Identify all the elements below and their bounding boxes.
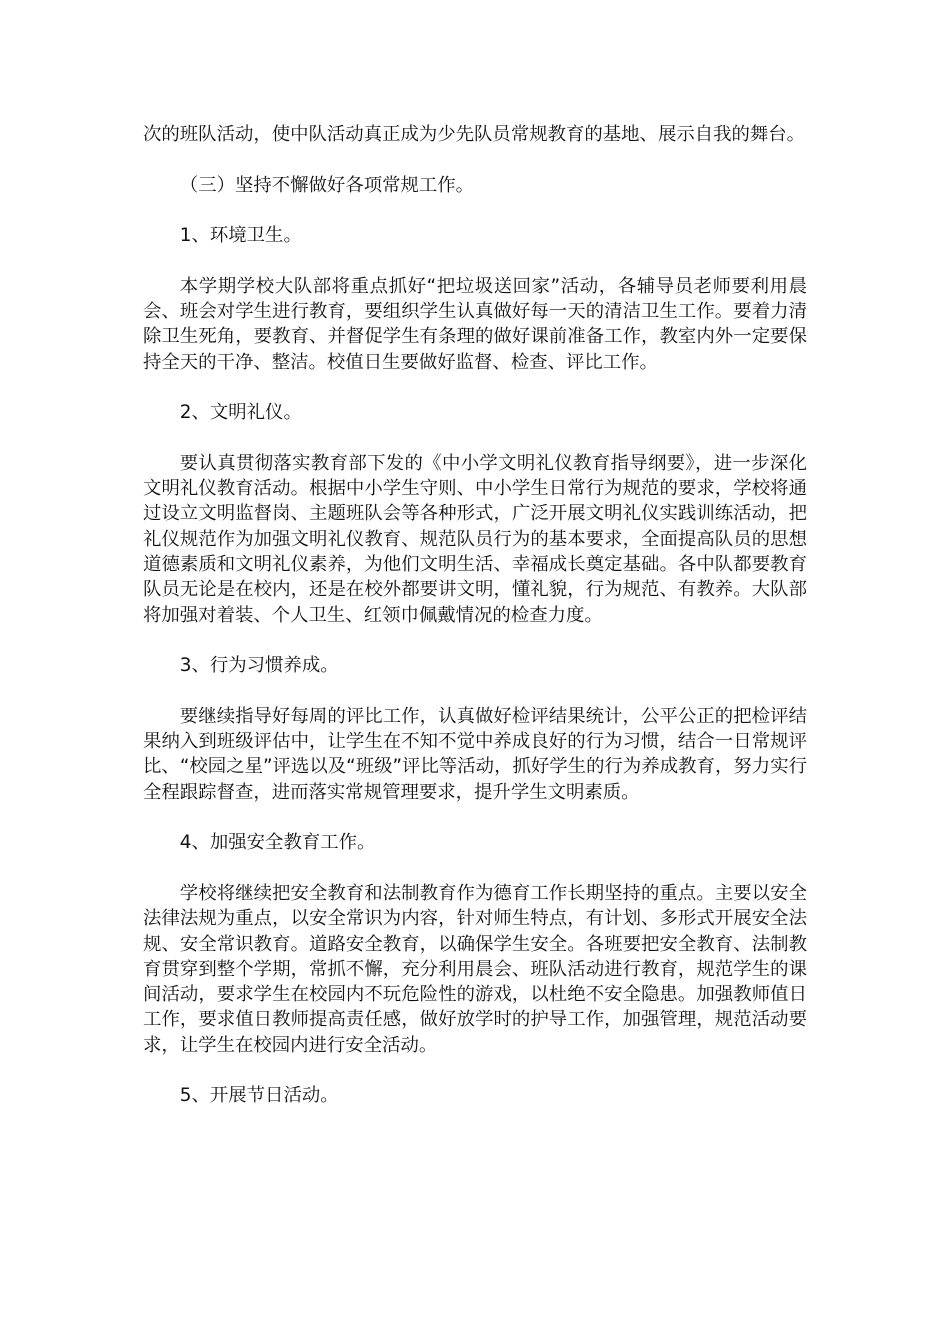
item-heading-environment: 1、环境卫生。 [179, 225, 302, 247]
item-heading-holidays: 5、开展节日活动。 [179, 1085, 339, 1107]
item-body-environment: 本学期学校大队部将重点抓好“把垃圾送回家”活动，各辅导员老师要利用晨会、班会对学生进行教育，要组织学生认真做好每一天的清洁卫生工作。要着力清除卫生死角，要教育、并督促学生有条理的做好课前准备工作，教室内外一定要保持全天的干净、整洁。校值日生要做好监督、检查、评比工作。 [143, 275, 807, 373]
item-body-safety: 学校将继续把安全教育和法制教育作为德育工作长期坚持的重点。主要以安全法律法规为重点，以安全常识为内容，针对师生特点，有计划、多形式开展安全法规、安全常识教育。道路安全教育，以确保学生安全。各班要把安全教育、法制教育贯穿到整个学期，常抓不懈，充分利用晨会、班队活动进行教育，规范学生的课间活动，要求学生在校园内不玩危险性的游戏，以杜绝不安全隐患。加强教师值日工作，要求值日教师提高责任感，做好放学时的护导工作，加强管理，规范活动要求，让学生在校园内进行安全活动。 [143, 882, 807, 1056]
continuation-paragraph: 次的班队活动，使中队活动真正成为少先队员常规教育的基地、展示自我的舞台。 [143, 124, 806, 145]
item-heading-habits: 3、行为习惯养成。 [179, 655, 339, 677]
section-heading-routine-work: （三）坚持不懈做好各项常规工作。 [179, 174, 475, 196]
item-body-etiquette: 要认真贯彻落实教育部下发的《中小学文明礼仪教育指导纲要》，进一步深化文明礼仪教育活动。根据中小学生守则、中小学生日常行为规范的要求，学校将通过设立文明监督岗、主题班队会等各种形式，广泛开展文明礼仪实践训练活动，把礼仪规范作为加强文明礼仪教育、规范队员行为的基本要求，全面提高队员的思想道德素质和文明礼仪素养，为他们文明生活、幸福成长奠定基础。各中队都要教育队员无论是在校内，还是在校外都要讲文明，懂礼貌，行为规范、有教养。大队部将加强对着装、个人卫生、红领巾佩戴情况的检查力度。 [143, 452, 807, 626]
item-heading-etiquette: 2、文明礼仪。 [179, 402, 302, 424]
item-heading-safety: 4、加强安全教育工作。 [179, 832, 376, 854]
item-body-habits: 要继续指导好每周的评比工作，认真做好检评结果统计，公平公正的把检评结果纳入到班级评估中，让学生在不知不觉中养成良好的行为习惯，结合一日常规评比、“校园之星”评选以及“班级”评比等活动，抓好学生的行为养成教育，努力实行全程跟踪督查，进而落实常规管理要求，提升学生文明素质。 [143, 705, 807, 803]
document-page [143, 122, 807, 1134]
